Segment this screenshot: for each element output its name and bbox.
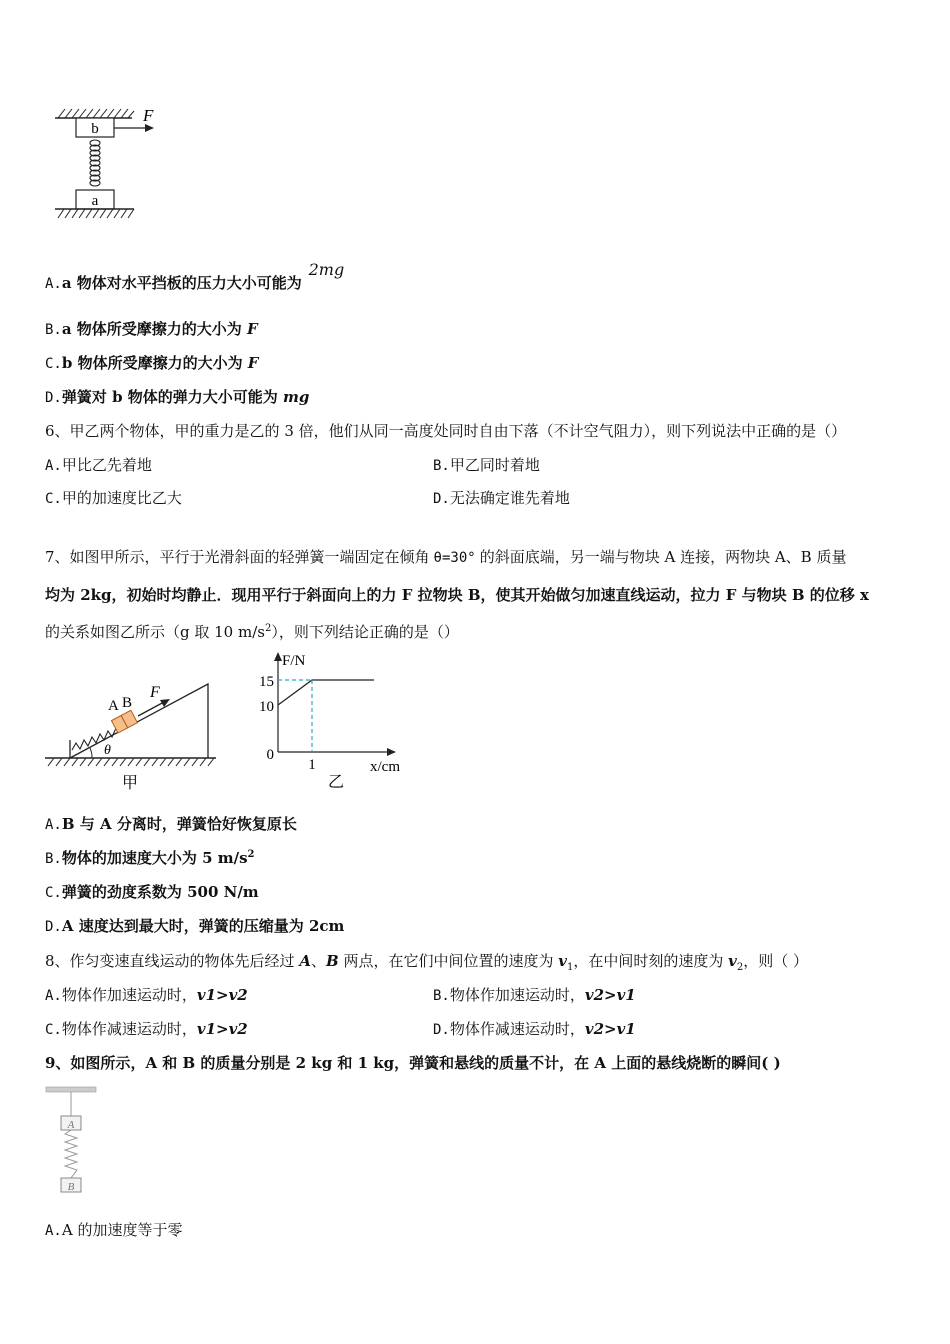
q8-option-d[interactable]: D.物体作减速运动时，v2>v1 (433, 1020, 636, 1038)
angle-theta-label: θ (104, 743, 111, 758)
force-label-F: F (143, 106, 154, 125)
q6-option-a[interactable]: A.甲比乙先着地 (45, 456, 152, 474)
q5-option-c[interactable]: C.b 物体所受摩擦力的大小为 F (45, 354, 259, 372)
y-tick-10: 10 (259, 699, 274, 715)
block-A-label: A (67, 1119, 75, 1131)
q5-option-a-formula: 2mg (308, 260, 345, 279)
figure-q7-F-x-graph (250, 648, 420, 798)
figure-yi-caption: 乙 (328, 774, 345, 791)
q6-stem: 6、甲乙两个物体，甲的重力是乙的 3 倍，他们从同一高度处同时自由下落（不计空气阻力），则下列说法中正确的是（） (45, 422, 847, 440)
block-B-label: B (122, 695, 133, 711)
q6-option-d[interactable]: D.无法确定谁先着地 (433, 489, 570, 507)
block-B-label: B (67, 1181, 75, 1193)
figure-q9-hanging-blocks (44, 1084, 104, 1200)
q6-option-b[interactable]: B.甲乙同时着地 (433, 456, 540, 474)
q7-stem-line2: 均为 2kg，初始时均静止．现用平行于斜面向上的力 F 拉物块 B，使其开始做匀加速直线运动，拉力 F 与物块 B 的位移 x (45, 586, 869, 604)
q5-option-a[interactable]: A.a 物体对水平挡板的压力大小可能为 2mg (45, 260, 345, 292)
q8-option-b[interactable]: B.物体作加速运动时，v2>v1 (433, 986, 636, 1004)
q7-option-d[interactable]: D.A 速度达到最大时，弹簧的压缩量为 2cm (45, 917, 345, 935)
q7-option-b[interactable]: B.物体的加速度大小为 5 $m/s^2$ (45, 849, 255, 867)
block-A-label: A (108, 698, 119, 714)
q7-stem-line1: 7、如图甲所示，平行于光滑斜面的轻弹簧一端固定在倾角 θ=30° 的斜面底端，另一端与物块 A 连接，两物块 A、B 质量 (45, 548, 847, 566)
q9-option-a[interactable]: A.A 的加速度等于零 (45, 1221, 183, 1239)
x-tick-1: 1 (308, 757, 316, 773)
q5-option-b[interactable]: B.a 物体所受摩擦力的大小为 F (45, 320, 258, 338)
q9-stem: 9、如图所示，A 和 B 的质量分别是 2 kg 和 1 kg，弹簧和悬线的质量不计，在 A 上面的悬线烧断的瞬间( ) (45, 1054, 781, 1072)
q7-stem-line3: 的关系如图乙所示（g 取 10 $m/s^2$），则下列结论正确的是（） (45, 623, 459, 641)
q7-option-a[interactable]: A.B 与 A 分离时，弹簧恰好恢复原长 (45, 815, 297, 833)
q7-option-c[interactable]: C.弹簧的劲度系数为 500 N/m (45, 883, 259, 901)
block-b-label: b (91, 121, 99, 137)
q8-option-c[interactable]: C.物体作减速运动时，v1>v2 (45, 1020, 248, 1038)
q8-option-a[interactable]: A.物体作加速运动时，v1>v2 (45, 986, 248, 1004)
q5-option-d[interactable]: D.弹簧对 b 物体的弹力大小可能为 mg (45, 388, 310, 406)
F-x-series (278, 680, 374, 705)
origin-label: 0 (266, 747, 274, 763)
y-tick-15: 15 (259, 674, 274, 690)
figure-q5-spring-blocks (50, 100, 170, 225)
force-label-F: F (150, 684, 160, 701)
y-axis-label: F/N (282, 653, 306, 669)
q8-stem: 8、作匀变速直线运动的物体先后经过 A、B 两点，在它们中间位置的速度为 $v_1$，在中间时刻的速度为 $v_2$，则（ ） (45, 952, 808, 973)
figure-jia-caption: 甲 (122, 775, 139, 792)
q6-option-c[interactable]: C.甲的加速度比乙大 (45, 489, 182, 507)
figure-q7-incline (40, 672, 225, 794)
x-axis-label: x/cm (370, 759, 400, 775)
block-a-label: a (91, 193, 99, 209)
